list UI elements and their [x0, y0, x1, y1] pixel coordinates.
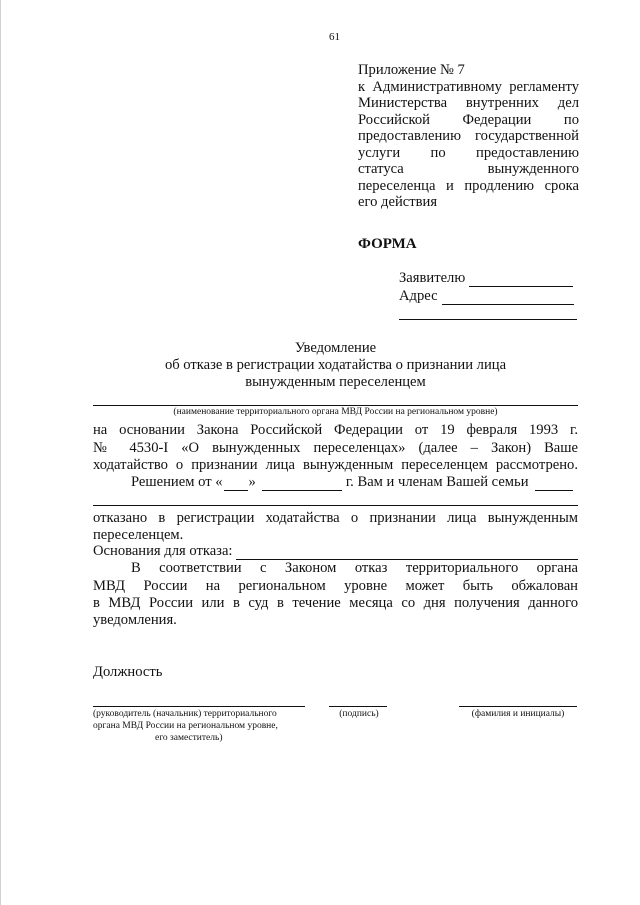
grounds-row [93, 543, 578, 560]
applicant-row [399, 270, 573, 287]
page-number: 61 [329, 31, 340, 43]
name-line[interactable] [459, 706, 577, 707]
appendix-line: услуги по предоставлению [358, 144, 579, 161]
address-row [399, 288, 574, 305]
body-line: уведомления. [93, 612, 177, 628]
head-caption [93, 708, 308, 744]
authority-caption: (наименование территориального органа МВД России на региональном уровне) [173, 407, 498, 417]
decision-quote-close: » [248, 474, 256, 490]
body-line: В соответствии с Законом отказ территориального органа [131, 560, 578, 576]
decision-prefix: Решением от « [131, 474, 223, 490]
appendix-line: к Административному регламенту [358, 78, 579, 95]
decision-row [131, 474, 578, 491]
title-line: об отказе в регистрации ходатайства о признании лица [164, 357, 507, 373]
body-line: № 4530-I «О вынужденных переселенцах» (далее – Закон) Ваше [93, 440, 578, 456]
signature-caption: (подпись) [339, 709, 379, 719]
family-field-line2[interactable] [93, 505, 578, 506]
address-field-line2[interactable] [399, 319, 577, 320]
authority-field[interactable] [93, 405, 578, 406]
address-field[interactable] [442, 290, 574, 305]
notice-title [93, 340, 578, 391]
body-line: ходатайство о признании лица вынужденным переселенцем рассмотрено. [93, 457, 578, 473]
appendix-line: Приложение № 7 [358, 62, 465, 78]
form-label: ФОРМА [358, 236, 417, 252]
decision-suffix: г. Вам и членам Вашей семьи [345, 474, 529, 490]
body-line: переселенцем. [93, 527, 184, 543]
family-field[interactable] [535, 476, 573, 491]
applicant-field[interactable] [469, 272, 573, 287]
head-signature-line[interactable] [93, 706, 305, 707]
signature-line[interactable] [329, 706, 387, 707]
title-line: Уведомление [294, 340, 377, 356]
position-label: Должность [93, 664, 163, 680]
title-line: вынужденным переселенцем [245, 374, 426, 390]
decision-day-field[interactable] [224, 476, 248, 491]
decision-date-field[interactable] [262, 476, 342, 491]
appendix-line: статуса вынужденного [358, 161, 579, 177]
appendix-line: Министерства внутренних дел [358, 95, 579, 111]
head-caption-line: (руководитель (начальник) территориального [93, 709, 277, 719]
applicant-label: Заявителю [399, 270, 466, 286]
head-caption-line: его заместитель) [155, 733, 223, 743]
body-line: МВД России на региональном уровне может быть обжалован [93, 578, 578, 594]
body-line: отказано в регистрации ходатайства о признании лица вынужденным [93, 510, 578, 526]
appendix-line: его действия [358, 194, 438, 210]
address-label: Адрес [399, 288, 438, 304]
appendix-line: предоставлению государственной [358, 128, 579, 144]
appendix-line: переселенца и продлению срока [358, 177, 579, 194]
grounds-field[interactable] [236, 545, 578, 560]
body-line: на основании Закона Российской Федерации от 19 февраля 1993 г. [93, 422, 578, 438]
grounds-label: Основания для отказа: [93, 543, 233, 559]
appendix-header [358, 62, 579, 211]
head-caption-line: органа МВД России на региональном уровне, [93, 721, 278, 731]
appendix-line: Российской Федерации по [358, 111, 579, 128]
body-line: в МВД России или в суд в течение месяца со дня получения данного [93, 595, 578, 611]
name-caption: (фамилия и инициалы) [471, 709, 565, 719]
